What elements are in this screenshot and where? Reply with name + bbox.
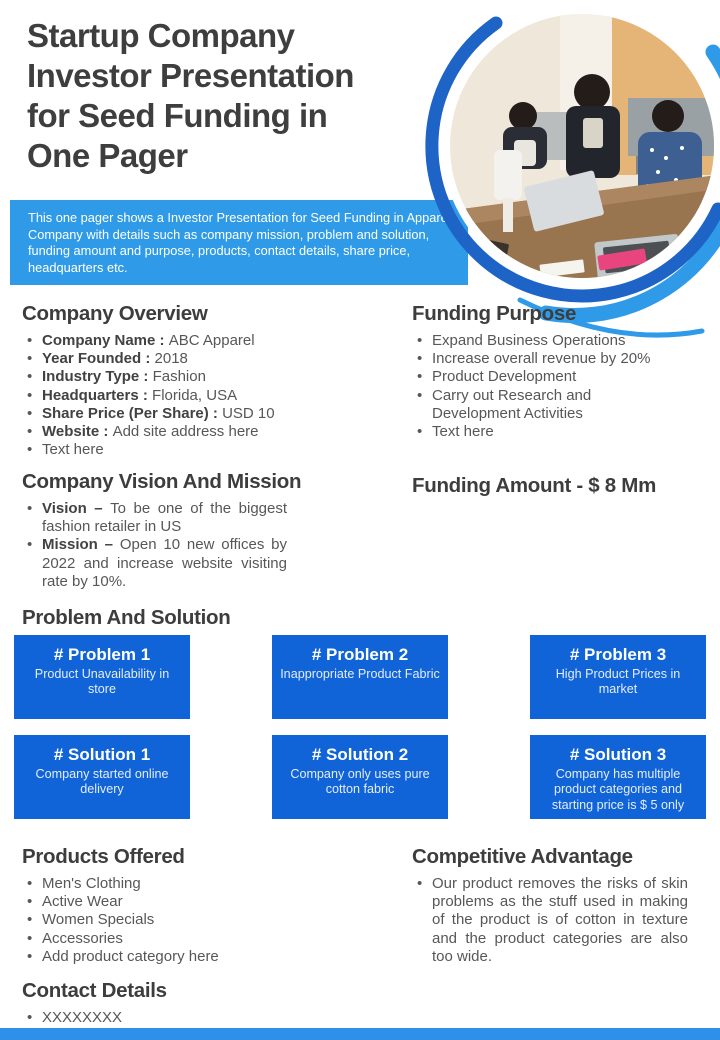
list-item: • Text here bbox=[412, 423, 660, 441]
section-heading: Company Vision And Mission bbox=[22, 470, 302, 493]
list-item: • Increase overall revenue by 20% bbox=[412, 350, 660, 368]
section-heading: Contact Details bbox=[22, 979, 167, 1002]
list-item: • Active Wear bbox=[22, 893, 382, 911]
funding-purpose-list bbox=[412, 332, 660, 441]
list-item: • Website : Add site address here bbox=[22, 423, 392, 441]
problem-box-2 bbox=[272, 635, 448, 719]
problem-body: High Product Prices in market bbox=[555, 667, 681, 697]
solution-body: Company has multiple product categories and starting price is $ 5 only bbox=[551, 767, 685, 812]
section-heading: Competitive Advantage bbox=[412, 845, 633, 868]
section-company-overview bbox=[22, 302, 392, 459]
summary-text: This one pager shows a Investor Presentation for Seed Funding in Apparel Company with details such as company mission, problem and solution, funding amount and purpose, products, contact details, share price, headquarters etc. bbox=[28, 210, 451, 275]
section-competitive-advantage bbox=[412, 845, 710, 966]
title-line: Investor Presentation bbox=[27, 57, 354, 94]
list-item: • XXXXXXXX bbox=[22, 1009, 382, 1027]
funding-amount-heading: Funding Amount - $ 8 Mm bbox=[412, 474, 657, 497]
title-line: for Seed Funding in bbox=[27, 97, 328, 134]
problem-title: # Problem 2 bbox=[311, 645, 409, 664]
competitive-advantage-list bbox=[412, 875, 688, 966]
section-vision-mission bbox=[22, 470, 322, 591]
list-item: • Text here bbox=[22, 441, 392, 459]
products-list bbox=[22, 875, 382, 966]
solution-body: Company only uses pure cotton fabric bbox=[290, 767, 430, 797]
list-item: • Headquarters : Florida, USA bbox=[22, 387, 392, 405]
solution-box-2 bbox=[272, 735, 448, 819]
problem-body: Inappropriate Product Fabric bbox=[280, 667, 440, 681]
problem-body: Product Unavailability in store bbox=[34, 667, 170, 697]
problem-box-3 bbox=[530, 635, 706, 719]
section-funding-purpose bbox=[412, 302, 712, 441]
list-item: • Women Specials bbox=[22, 911, 382, 929]
title-line: One Pager bbox=[27, 137, 188, 174]
bottom-accent-bar bbox=[0, 1028, 720, 1040]
company-overview-list bbox=[22, 332, 392, 459]
section-funding-amount bbox=[412, 474, 712, 498]
solution-box-1 bbox=[14, 735, 190, 819]
section-products-offered bbox=[22, 845, 382, 966]
list-item: • Product Development bbox=[412, 368, 660, 386]
list-item: • Year Founded : 2018 bbox=[22, 350, 392, 368]
list-item: • Our product removes the risks of skin problems as the stuff used in making of the product is of cotton in texture and the product categories are also too wide. bbox=[412, 875, 688, 966]
section-heading: Problem And Solution bbox=[22, 606, 231, 629]
list-item: • Mission – Open 10 new offices by 2022 and increase website visiting rate by 10%. bbox=[22, 536, 287, 591]
section-problem-solution bbox=[22, 606, 230, 630]
contact-list bbox=[22, 1009, 382, 1027]
problem-box-1 bbox=[14, 635, 190, 719]
list-item: • Vision – To be one of the biggest fashion retailer in US bbox=[22, 500, 287, 536]
list-item: • Share Price (Per Share) : USD 10 bbox=[22, 405, 392, 423]
title-line: Startup Company bbox=[27, 17, 295, 54]
list-item: • Men's Clothing bbox=[22, 875, 382, 893]
solution-title: # Solution 2 bbox=[311, 745, 409, 764]
solution-title: # Solution 1 bbox=[53, 745, 151, 764]
section-heading: Funding Purpose bbox=[412, 302, 577, 325]
list-item: • Add product category here bbox=[22, 948, 382, 966]
list-item: • Industry Type : Fashion bbox=[22, 368, 392, 386]
solution-title: # Solution 3 bbox=[569, 745, 667, 764]
problem-title: # Problem 3 bbox=[569, 645, 667, 664]
page-title bbox=[27, 16, 447, 176]
list-item: • Company Name : ABC Apparel bbox=[22, 332, 392, 350]
problem-title: # Problem 1 bbox=[53, 645, 151, 664]
list-item: • Expand Business Operations bbox=[412, 332, 660, 350]
section-heading: Products Offered bbox=[22, 845, 185, 868]
list-item: • Accessories bbox=[22, 930, 382, 948]
list-item: • Carry out Research and Development Activities bbox=[412, 387, 660, 423]
solution-body: Company started online delivery bbox=[35, 767, 169, 797]
solution-box-3 bbox=[530, 735, 706, 819]
section-heading: Company Overview bbox=[22, 302, 208, 325]
section-contact-details bbox=[22, 979, 382, 1027]
vision-mission-list bbox=[22, 500, 287, 591]
